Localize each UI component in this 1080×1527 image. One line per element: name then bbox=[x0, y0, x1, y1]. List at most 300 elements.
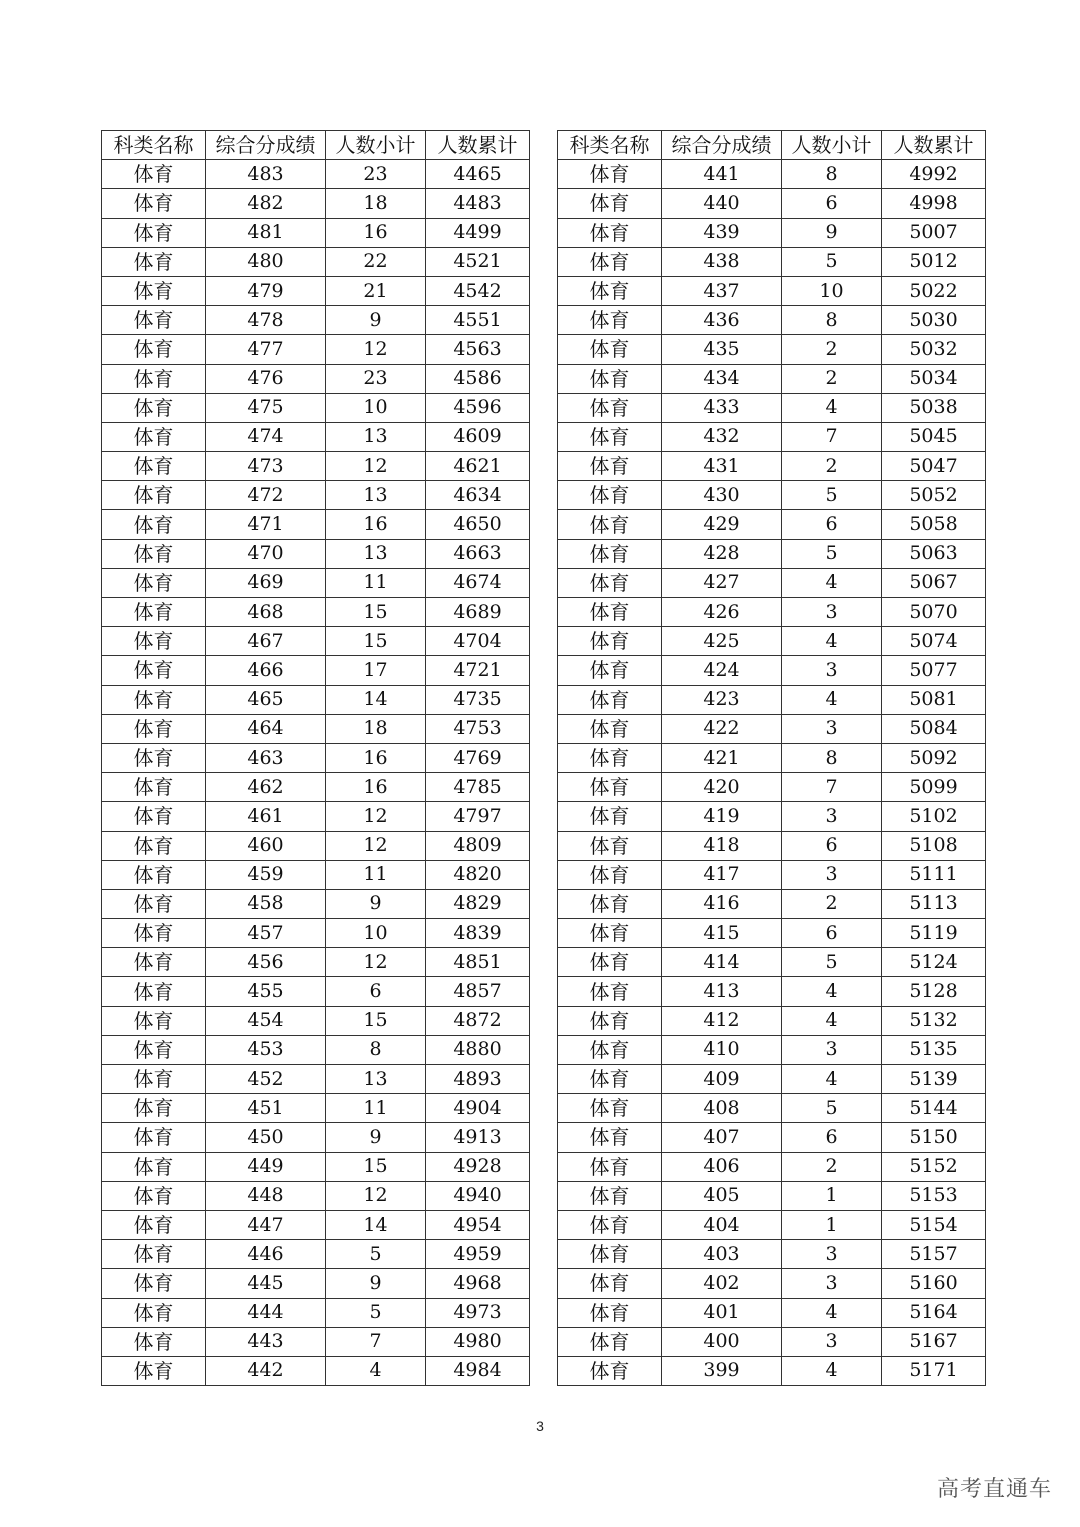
cell-count: 6 bbox=[782, 919, 882, 948]
cell-score: 457 bbox=[206, 919, 326, 948]
table-row bbox=[102, 685, 530, 714]
cell-score: 465 bbox=[206, 685, 326, 714]
cell-count: 15 bbox=[326, 627, 426, 656]
table-row bbox=[558, 627, 986, 656]
cell-count: 12 bbox=[326, 831, 426, 860]
cell-cumulative: 5052 bbox=[882, 481, 986, 510]
cell-score: 432 bbox=[662, 422, 782, 451]
cell-category: 体育 bbox=[102, 218, 206, 247]
cell-count: 3 bbox=[782, 1269, 882, 1298]
cell-score: 431 bbox=[662, 452, 782, 481]
cell-category: 体育 bbox=[558, 1006, 662, 1035]
cell-count: 5 bbox=[326, 1240, 426, 1269]
cell-cumulative: 4820 bbox=[426, 860, 530, 889]
cell-category: 体育 bbox=[558, 802, 662, 831]
table-row bbox=[102, 1181, 530, 1210]
cell-category: 体育 bbox=[102, 773, 206, 802]
table-row bbox=[102, 598, 530, 627]
cell-cumulative: 5132 bbox=[882, 1006, 986, 1035]
cell-category: 体育 bbox=[558, 452, 662, 481]
cell-cumulative: 4621 bbox=[426, 452, 530, 481]
cell-score: 427 bbox=[662, 568, 782, 597]
cell-category: 体育 bbox=[558, 1094, 662, 1123]
table-row bbox=[102, 1356, 530, 1385]
cell-cumulative: 5171 bbox=[882, 1356, 986, 1385]
cell-score: 418 bbox=[662, 831, 782, 860]
cell-count: 9 bbox=[326, 1123, 426, 1152]
cell-category: 体育 bbox=[102, 860, 206, 889]
cell-cumulative: 4551 bbox=[426, 306, 530, 335]
cell-cumulative: 5108 bbox=[882, 831, 986, 860]
table-row bbox=[102, 481, 530, 510]
cell-category: 体育 bbox=[102, 452, 206, 481]
cell-cumulative: 4959 bbox=[426, 1240, 530, 1269]
cell-category: 体育 bbox=[558, 714, 662, 743]
cell-count: 9 bbox=[326, 889, 426, 918]
cell-cumulative: 5022 bbox=[882, 276, 986, 305]
table-row bbox=[558, 1123, 986, 1152]
cell-score: 442 bbox=[206, 1356, 326, 1385]
cell-count: 15 bbox=[326, 1152, 426, 1181]
cell-score: 478 bbox=[206, 306, 326, 335]
cell-cumulative: 5047 bbox=[882, 452, 986, 481]
cell-category: 体育 bbox=[102, 1327, 206, 1356]
cell-score: 405 bbox=[662, 1181, 782, 1210]
table-header-row bbox=[558, 131, 986, 160]
header-cumulative: 人数累计 bbox=[426, 131, 530, 160]
cell-score: 402 bbox=[662, 1269, 782, 1298]
header-score: 综合分成绩 bbox=[206, 131, 326, 160]
cell-cumulative: 5070 bbox=[882, 598, 986, 627]
table-row bbox=[102, 1065, 530, 1094]
cell-category: 体育 bbox=[558, 364, 662, 393]
cell-cumulative: 4753 bbox=[426, 714, 530, 743]
cell-count: 4 bbox=[782, 685, 882, 714]
cell-category: 体育 bbox=[102, 802, 206, 831]
cell-category: 体育 bbox=[558, 1269, 662, 1298]
cell-score: 444 bbox=[206, 1298, 326, 1327]
cell-count: 16 bbox=[326, 218, 426, 247]
cell-score: 435 bbox=[662, 335, 782, 364]
cell-cumulative: 4880 bbox=[426, 1035, 530, 1064]
cell-count: 10 bbox=[326, 393, 426, 422]
cell-count: 5 bbox=[782, 247, 882, 276]
cell-cumulative: 5034 bbox=[882, 364, 986, 393]
cell-cumulative: 5045 bbox=[882, 422, 986, 451]
cell-score: 400 bbox=[662, 1327, 782, 1356]
cell-cumulative: 5099 bbox=[882, 773, 986, 802]
table-row bbox=[102, 276, 530, 305]
cell-score: 419 bbox=[662, 802, 782, 831]
cell-cumulative: 4928 bbox=[426, 1152, 530, 1181]
cell-category: 体育 bbox=[558, 306, 662, 335]
cell-score: 401 bbox=[662, 1298, 782, 1327]
cell-score: 460 bbox=[206, 831, 326, 860]
table-row bbox=[558, 568, 986, 597]
cell-score: 422 bbox=[662, 714, 782, 743]
cell-category: 体育 bbox=[558, 160, 662, 189]
cell-cumulative: 4913 bbox=[426, 1123, 530, 1152]
cell-cumulative: 5164 bbox=[882, 1298, 986, 1327]
cell-category: 体育 bbox=[558, 422, 662, 451]
cell-cumulative: 4586 bbox=[426, 364, 530, 393]
table-row bbox=[558, 977, 986, 1006]
table-row bbox=[102, 743, 530, 772]
table-row bbox=[102, 1269, 530, 1298]
cell-count: 4 bbox=[782, 627, 882, 656]
cell-category: 体育 bbox=[558, 656, 662, 685]
cell-cumulative: 4968 bbox=[426, 1269, 530, 1298]
cell-cumulative: 5092 bbox=[882, 743, 986, 772]
page-number: 3 bbox=[536, 1418, 544, 1434]
cell-count: 4 bbox=[782, 568, 882, 597]
cell-score: 399 bbox=[662, 1356, 782, 1385]
cell-category: 体育 bbox=[102, 685, 206, 714]
cell-score: 451 bbox=[206, 1094, 326, 1123]
cell-category: 体育 bbox=[102, 627, 206, 656]
table-row bbox=[558, 1065, 986, 1094]
cell-category: 体育 bbox=[102, 1065, 206, 1094]
table-row bbox=[102, 627, 530, 656]
cell-category: 体育 bbox=[558, 977, 662, 1006]
cell-count: 3 bbox=[782, 598, 882, 627]
cell-count: 7 bbox=[782, 773, 882, 802]
cell-score: 473 bbox=[206, 452, 326, 481]
table-row bbox=[102, 306, 530, 335]
cell-count: 11 bbox=[326, 1094, 426, 1123]
cell-category: 体育 bbox=[102, 1123, 206, 1152]
cell-score: 421 bbox=[662, 743, 782, 772]
cell-cumulative: 4521 bbox=[426, 247, 530, 276]
cell-cumulative: 5067 bbox=[882, 568, 986, 597]
cell-count: 5 bbox=[782, 948, 882, 977]
cell-cumulative: 4650 bbox=[426, 510, 530, 539]
table-row bbox=[102, 656, 530, 685]
cell-count: 16 bbox=[326, 773, 426, 802]
cell-score: 483 bbox=[206, 160, 326, 189]
cell-category: 体育 bbox=[558, 1298, 662, 1327]
cell-cumulative: 4940 bbox=[426, 1181, 530, 1210]
table-row bbox=[558, 1240, 986, 1269]
table-row bbox=[102, 452, 530, 481]
cell-cumulative: 5032 bbox=[882, 335, 986, 364]
table-row bbox=[558, 510, 986, 539]
cell-cumulative: 4704 bbox=[426, 627, 530, 656]
cell-score: 443 bbox=[206, 1327, 326, 1356]
table-row bbox=[102, 889, 530, 918]
table-row bbox=[102, 393, 530, 422]
cell-score: 445 bbox=[206, 1269, 326, 1298]
table-row bbox=[102, 247, 530, 276]
table-row bbox=[558, 1181, 986, 1210]
table-row bbox=[102, 422, 530, 451]
cell-score: 482 bbox=[206, 189, 326, 218]
cell-count: 1 bbox=[782, 1181, 882, 1210]
cell-category: 体育 bbox=[558, 1210, 662, 1239]
table-row bbox=[102, 1210, 530, 1239]
cell-count: 9 bbox=[782, 218, 882, 247]
table-row bbox=[558, 598, 986, 627]
cell-score: 412 bbox=[662, 1006, 782, 1035]
cell-cumulative: 4992 bbox=[882, 160, 986, 189]
cell-cumulative: 5081 bbox=[882, 685, 986, 714]
table-row bbox=[102, 773, 530, 802]
cell-score: 466 bbox=[206, 656, 326, 685]
cell-count: 12 bbox=[326, 1181, 426, 1210]
table-row bbox=[558, 481, 986, 510]
cell-score: 426 bbox=[662, 598, 782, 627]
cell-category: 体育 bbox=[102, 247, 206, 276]
cell-category: 体育 bbox=[102, 481, 206, 510]
cell-score: 407 bbox=[662, 1123, 782, 1152]
cell-category: 体育 bbox=[558, 860, 662, 889]
cell-count: 3 bbox=[782, 714, 882, 743]
cell-cumulative: 4563 bbox=[426, 335, 530, 364]
cell-category: 体育 bbox=[558, 568, 662, 597]
cell-score: 436 bbox=[662, 306, 782, 335]
cell-cumulative: 5113 bbox=[882, 889, 986, 918]
cell-category: 体育 bbox=[102, 919, 206, 948]
cell-category: 体育 bbox=[102, 948, 206, 977]
cell-count: 7 bbox=[782, 422, 882, 451]
cell-score: 448 bbox=[206, 1181, 326, 1210]
cell-cumulative: 4663 bbox=[426, 539, 530, 568]
cell-score: 470 bbox=[206, 539, 326, 568]
cell-category: 体育 bbox=[558, 948, 662, 977]
cell-count: 2 bbox=[782, 1152, 882, 1181]
table-row bbox=[102, 160, 530, 189]
cell-category: 体育 bbox=[102, 189, 206, 218]
cell-score: 441 bbox=[662, 160, 782, 189]
cell-score: 464 bbox=[206, 714, 326, 743]
cell-category: 体育 bbox=[558, 335, 662, 364]
header-count: 人数小计 bbox=[782, 131, 882, 160]
cell-count: 2 bbox=[782, 452, 882, 481]
table-row bbox=[558, 189, 986, 218]
table-row bbox=[558, 160, 986, 189]
cell-score: 476 bbox=[206, 364, 326, 393]
cell-score: 417 bbox=[662, 860, 782, 889]
cell-count: 6 bbox=[782, 1123, 882, 1152]
table-row bbox=[102, 802, 530, 831]
cell-count: 10 bbox=[326, 919, 426, 948]
cell-count: 3 bbox=[782, 656, 882, 685]
cell-count: 4 bbox=[782, 1006, 882, 1035]
cell-cumulative: 4954 bbox=[426, 1210, 530, 1239]
table-row bbox=[102, 364, 530, 393]
cell-score: 472 bbox=[206, 481, 326, 510]
table-row bbox=[558, 306, 986, 335]
cell-cumulative: 4904 bbox=[426, 1094, 530, 1123]
cell-score: 458 bbox=[206, 889, 326, 918]
cell-cumulative: 5128 bbox=[882, 977, 986, 1006]
cell-cumulative: 5063 bbox=[882, 539, 986, 568]
cell-cumulative: 4809 bbox=[426, 831, 530, 860]
table-row bbox=[558, 743, 986, 772]
cell-cumulative: 4893 bbox=[426, 1065, 530, 1094]
cell-category: 体育 bbox=[558, 1240, 662, 1269]
cell-cumulative: 4721 bbox=[426, 656, 530, 685]
cell-count: 14 bbox=[326, 1210, 426, 1239]
header-count: 人数小计 bbox=[326, 131, 426, 160]
cell-category: 体育 bbox=[102, 743, 206, 772]
cell-score: 453 bbox=[206, 1035, 326, 1064]
cell-category: 体育 bbox=[102, 831, 206, 860]
cell-cumulative: 4609 bbox=[426, 422, 530, 451]
cell-cumulative: 5144 bbox=[882, 1094, 986, 1123]
cell-cumulative: 5119 bbox=[882, 919, 986, 948]
cell-count: 2 bbox=[782, 364, 882, 393]
cell-category: 体育 bbox=[558, 510, 662, 539]
cell-category: 体育 bbox=[558, 1123, 662, 1152]
cell-score: 450 bbox=[206, 1123, 326, 1152]
table-row bbox=[558, 1152, 986, 1181]
cell-cumulative: 5074 bbox=[882, 627, 986, 656]
cell-count: 14 bbox=[326, 685, 426, 714]
cell-cumulative: 5157 bbox=[882, 1240, 986, 1269]
cell-cumulative: 4998 bbox=[882, 189, 986, 218]
cell-count: 5 bbox=[782, 539, 882, 568]
table-row bbox=[102, 335, 530, 364]
cell-count: 8 bbox=[782, 743, 882, 772]
cell-count: 6 bbox=[782, 510, 882, 539]
cell-category: 体育 bbox=[102, 889, 206, 918]
table-row bbox=[102, 860, 530, 889]
cell-category: 体育 bbox=[558, 1327, 662, 1356]
cell-category: 体育 bbox=[102, 160, 206, 189]
cell-count: 6 bbox=[326, 977, 426, 1006]
cell-category: 体育 bbox=[558, 1035, 662, 1064]
cell-score: 433 bbox=[662, 393, 782, 422]
cell-cumulative: 4829 bbox=[426, 889, 530, 918]
cell-count: 3 bbox=[782, 1240, 882, 1269]
cell-score: 456 bbox=[206, 948, 326, 977]
table-row bbox=[558, 276, 986, 305]
cell-count: 4 bbox=[782, 1356, 882, 1385]
cell-cumulative: 4542 bbox=[426, 276, 530, 305]
cell-count: 8 bbox=[326, 1035, 426, 1064]
cell-score: 416 bbox=[662, 889, 782, 918]
cell-category: 体育 bbox=[558, 773, 662, 802]
table-row bbox=[558, 1356, 986, 1385]
cell-score: 425 bbox=[662, 627, 782, 656]
cell-cumulative: 5038 bbox=[882, 393, 986, 422]
cell-count: 13 bbox=[326, 481, 426, 510]
table-row bbox=[558, 247, 986, 276]
cell-cumulative: 4499 bbox=[426, 218, 530, 247]
cell-score: 415 bbox=[662, 919, 782, 948]
cell-category: 体育 bbox=[558, 1181, 662, 1210]
table-row bbox=[102, 977, 530, 1006]
table-row bbox=[102, 568, 530, 597]
cell-category: 体育 bbox=[558, 276, 662, 305]
cell-category: 体育 bbox=[558, 481, 662, 510]
cell-cumulative: 5167 bbox=[882, 1327, 986, 1356]
cell-score: 438 bbox=[662, 247, 782, 276]
cell-score: 429 bbox=[662, 510, 782, 539]
cell-cumulative: 5153 bbox=[882, 1181, 986, 1210]
cell-score: 474 bbox=[206, 422, 326, 451]
cell-category: 体育 bbox=[102, 335, 206, 364]
table-row bbox=[558, 773, 986, 802]
cell-score: 463 bbox=[206, 743, 326, 772]
cell-count: 11 bbox=[326, 568, 426, 597]
cell-score: 475 bbox=[206, 393, 326, 422]
cell-category: 体育 bbox=[102, 1356, 206, 1385]
cell-count: 12 bbox=[326, 335, 426, 364]
cell-category: 体育 bbox=[102, 1210, 206, 1239]
cell-cumulative: 4785 bbox=[426, 773, 530, 802]
cell-category: 体育 bbox=[558, 919, 662, 948]
cell-cumulative: 5007 bbox=[882, 218, 986, 247]
cell-count: 9 bbox=[326, 306, 426, 335]
table-row bbox=[102, 218, 530, 247]
table-row bbox=[102, 1152, 530, 1181]
cell-score: 437 bbox=[662, 276, 782, 305]
table-row bbox=[102, 1035, 530, 1064]
cell-category: 体育 bbox=[102, 1240, 206, 1269]
cell-cumulative: 4857 bbox=[426, 977, 530, 1006]
cell-cumulative: 4973 bbox=[426, 1298, 530, 1327]
cell-count: 5 bbox=[326, 1298, 426, 1327]
cell-count: 4 bbox=[782, 977, 882, 1006]
cell-category: 体育 bbox=[558, 393, 662, 422]
cell-category: 体育 bbox=[102, 656, 206, 685]
cell-category: 体育 bbox=[102, 510, 206, 539]
cell-score: 480 bbox=[206, 247, 326, 276]
cell-cumulative: 4674 bbox=[426, 568, 530, 597]
cell-cumulative: 4980 bbox=[426, 1327, 530, 1356]
table-row bbox=[102, 189, 530, 218]
cell-score: 430 bbox=[662, 481, 782, 510]
cell-count: 18 bbox=[326, 714, 426, 743]
cell-count: 23 bbox=[326, 364, 426, 393]
cell-cumulative: 4839 bbox=[426, 919, 530, 948]
cell-cumulative: 5058 bbox=[882, 510, 986, 539]
cell-cumulative: 5124 bbox=[882, 948, 986, 977]
cell-cumulative: 5160 bbox=[882, 1269, 986, 1298]
table-row bbox=[558, 948, 986, 977]
cell-cumulative: 4689 bbox=[426, 598, 530, 627]
table-row bbox=[558, 802, 986, 831]
cell-count: 6 bbox=[782, 189, 882, 218]
cell-category: 体育 bbox=[558, 539, 662, 568]
table-row bbox=[102, 1006, 530, 1035]
cell-count: 21 bbox=[326, 276, 426, 305]
table-row bbox=[102, 831, 530, 860]
cell-score: 449 bbox=[206, 1152, 326, 1181]
watermark-text: 高考直通车 bbox=[936, 1477, 1052, 1502]
cell-category: 体育 bbox=[102, 1181, 206, 1210]
table-header-row bbox=[102, 131, 530, 160]
cell-category: 体育 bbox=[558, 831, 662, 860]
cell-category: 体育 bbox=[102, 306, 206, 335]
cell-score: 461 bbox=[206, 802, 326, 831]
cell-cumulative: 4984 bbox=[426, 1356, 530, 1385]
cell-count: 13 bbox=[326, 539, 426, 568]
table-row bbox=[558, 364, 986, 393]
cell-category: 体育 bbox=[558, 1356, 662, 1385]
cell-count: 4 bbox=[782, 1065, 882, 1094]
table-row bbox=[102, 539, 530, 568]
cell-count: 12 bbox=[326, 452, 426, 481]
cell-category: 体育 bbox=[558, 743, 662, 772]
cell-category: 体育 bbox=[558, 218, 662, 247]
cell-cumulative: 4634 bbox=[426, 481, 530, 510]
cell-score: 469 bbox=[206, 568, 326, 597]
cell-count: 12 bbox=[326, 948, 426, 977]
cell-cumulative: 5084 bbox=[882, 714, 986, 743]
